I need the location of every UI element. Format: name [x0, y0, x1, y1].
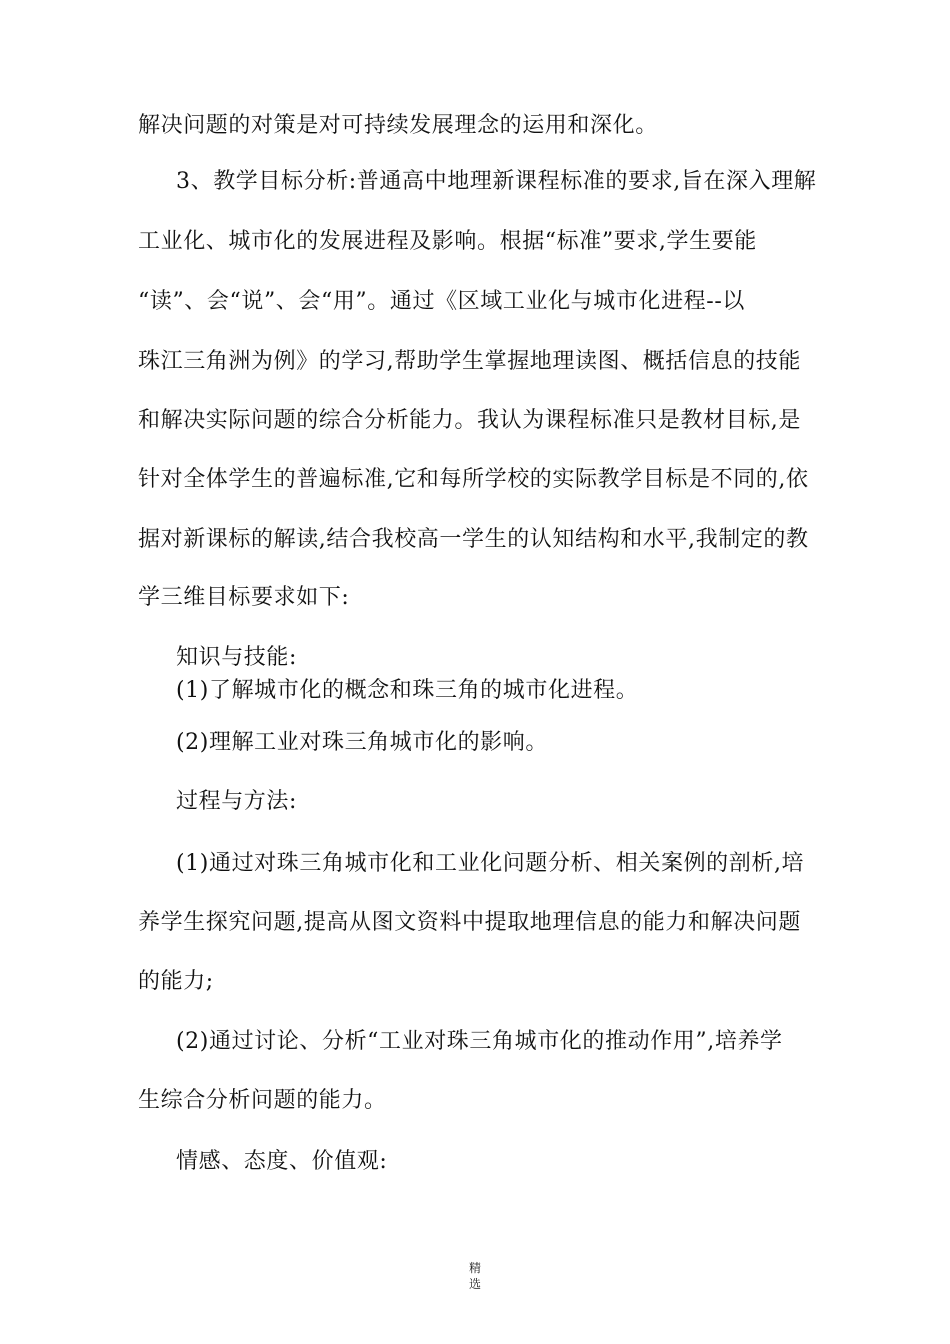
list-item-process-2: (2)通过讨论、分析“工业对珠三角城市化的推动作用”,培养学 [176, 1029, 783, 1054]
paragraph-line-6: 和解决实际问题的综合分析能力。我认为课程标准只是教材目标,是 [138, 408, 801, 433]
paragraph-line-5: 珠江三角洲为例》的学习,帮助学生掌握地理读图、概括信息的技能 [138, 349, 801, 374]
list-item-process-2-cont: 生综合分析问题的能力。 [138, 1088, 387, 1113]
list-item-knowledge-1: (1)了解城市化的概念和珠三角的城市化进程。 [176, 678, 639, 703]
list-item-process-1-cont-a: 养学生探究问题,提高从图文资料中提取地理信息的能力和解决问题 [138, 910, 801, 935]
section-heading-knowledge: 知识与技能: [176, 645, 298, 670]
section-heading-values: 情感、态度、价值观: [176, 1149, 388, 1174]
paragraph-line-9: 学三维目标要求如下: [138, 585, 350, 610]
paragraph-line-4: “读”、会“说”、会“用”。通过《区域工业化与城市化进程--以 [138, 289, 745, 314]
footer-line-1: 精 [468, 1261, 481, 1275]
page-footer [0, 1260, 950, 1292]
list-item-process-1: (1)通过对珠三角城市化和工业化问题分析、相关案例的剖析,培 [176, 851, 805, 876]
list-item-knowledge-2: (2)理解工业对珠三角城市化的影响。 [176, 730, 548, 755]
paragraph-line-3: 工业化、城市化的发展进程及影响。根据“标准”要求,学生要能 [138, 229, 757, 254]
paragraph-line-7: 针对全体学生的普遍标准,它和每所学校的实际教学目标是不同的,依 [138, 467, 809, 492]
footer-line-2: 选 [468, 1277, 481, 1291]
paragraph-line-1: 解决问题的对策是对可持续发展理念的运用和深化。 [138, 113, 658, 138]
section-heading-process: 过程与方法: [176, 789, 298, 814]
paragraph-line-2: 3、教学目标分析:普通高中地理新课程标准的要求,旨在深入理解 [176, 169, 817, 194]
paragraph-line-8: 据对新课标的解读,结合我校高一学生的认知结构和水平,我制定的教 [138, 527, 809, 552]
list-item-process-1-cont-b: 的能力; [138, 969, 214, 994]
